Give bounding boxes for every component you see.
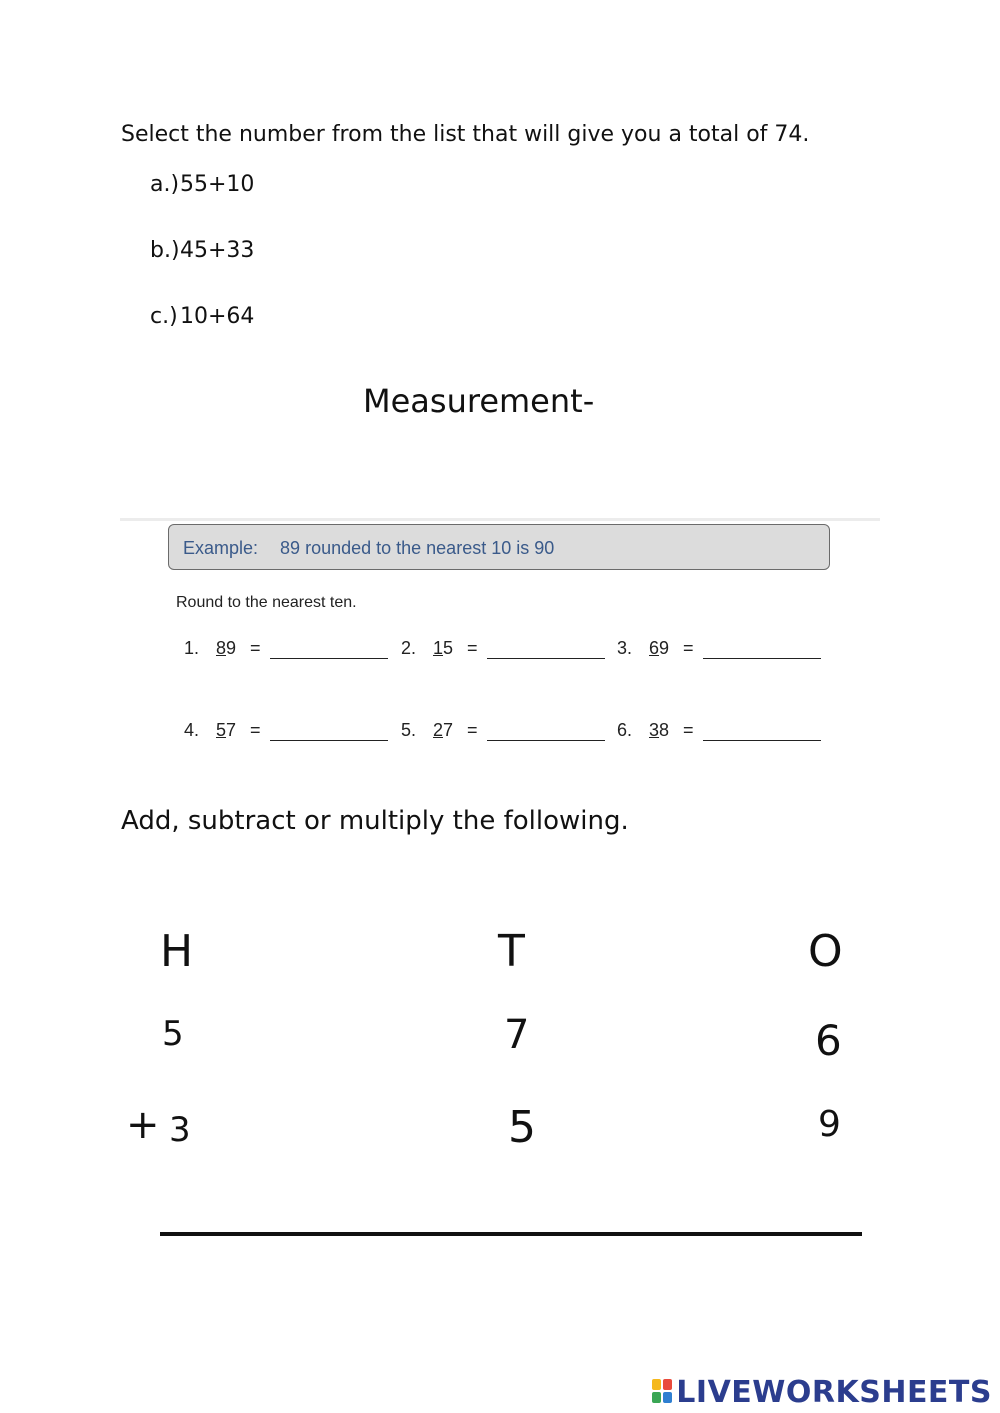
row1-ones: 6 [815,1016,842,1065]
example-text: 89 rounded to the nearest 10 is 90 [280,538,555,558]
equals-sign: = [467,638,478,658]
item-value: 38 [649,720,670,740]
choice-text: 45+33 [180,238,255,263]
answer-blank[interactable] [487,720,605,741]
header-hundreds: H [160,926,194,977]
row2-hundreds: 3 [169,1110,191,1150]
equals-sign: = [467,720,478,740]
answer-blank[interactable] [487,638,605,659]
row1-hundreds: 5 [162,1014,184,1054]
item-number: 6. [617,720,633,740]
item-number: 4. [184,720,200,740]
choice-label: a.) [150,172,180,197]
row2-ones: 9 [818,1104,841,1145]
equals-sign: = [250,638,261,658]
choice-label: c.) [150,304,178,329]
item-value: 15 [433,638,454,658]
item-number: 5. [401,720,417,740]
item-value: 27 [433,720,454,740]
answer-line[interactable] [160,1232,862,1236]
answer-blank[interactable] [703,638,821,659]
round-item-1 [184,638,388,659]
brand-name: LIVEWORKSHEETS [676,1374,992,1410]
item-value: 89 [216,638,237,658]
round-item-4 [184,720,388,741]
answer-blank[interactable] [703,720,821,741]
item-value: 57 [216,720,237,740]
section-title: Measurement- [363,382,595,420]
row1-tens: 7 [504,1012,530,1058]
operations-heading: Add, subtract or multiply the following. [121,806,629,836]
item-number: 1. [184,638,200,658]
plus-sign: + [126,1102,160,1148]
liveworksheets-icon [652,1379,674,1405]
rounding-exercise [120,518,880,768]
item-number: 3. [617,638,633,658]
choice-a[interactable] [150,172,254,197]
choice-text: 10+64 [180,304,255,329]
item-value: 69 [649,638,670,658]
answer-blank[interactable] [270,720,388,741]
round-item-5 [401,720,605,741]
divider [120,518,880,521]
example-box [168,524,830,570]
equals-sign: = [250,720,261,740]
equals-sign: = [683,720,694,740]
choice-text: 55+10 [180,172,255,197]
equals-sign: = [683,638,694,658]
question-prompt: Select the number from the list that will give you a total of 74. [121,122,810,147]
item-number: 2. [401,638,417,658]
choice-b[interactable] [150,238,254,263]
rounding-instruction: Round to the nearest ten. [176,594,357,611]
header-ones: O [808,926,843,977]
answer-blank[interactable] [270,638,388,659]
liveworksheets-logo [652,1376,992,1408]
header-tens: T [498,926,525,977]
round-item-6 [617,720,821,741]
round-item-2 [401,638,605,659]
round-item-3 [617,638,821,659]
row2-tens: 5 [508,1102,536,1153]
example-label: Example: [183,538,259,558]
choice-label: b.) [150,238,180,263]
choice-c[interactable] [150,304,254,329]
